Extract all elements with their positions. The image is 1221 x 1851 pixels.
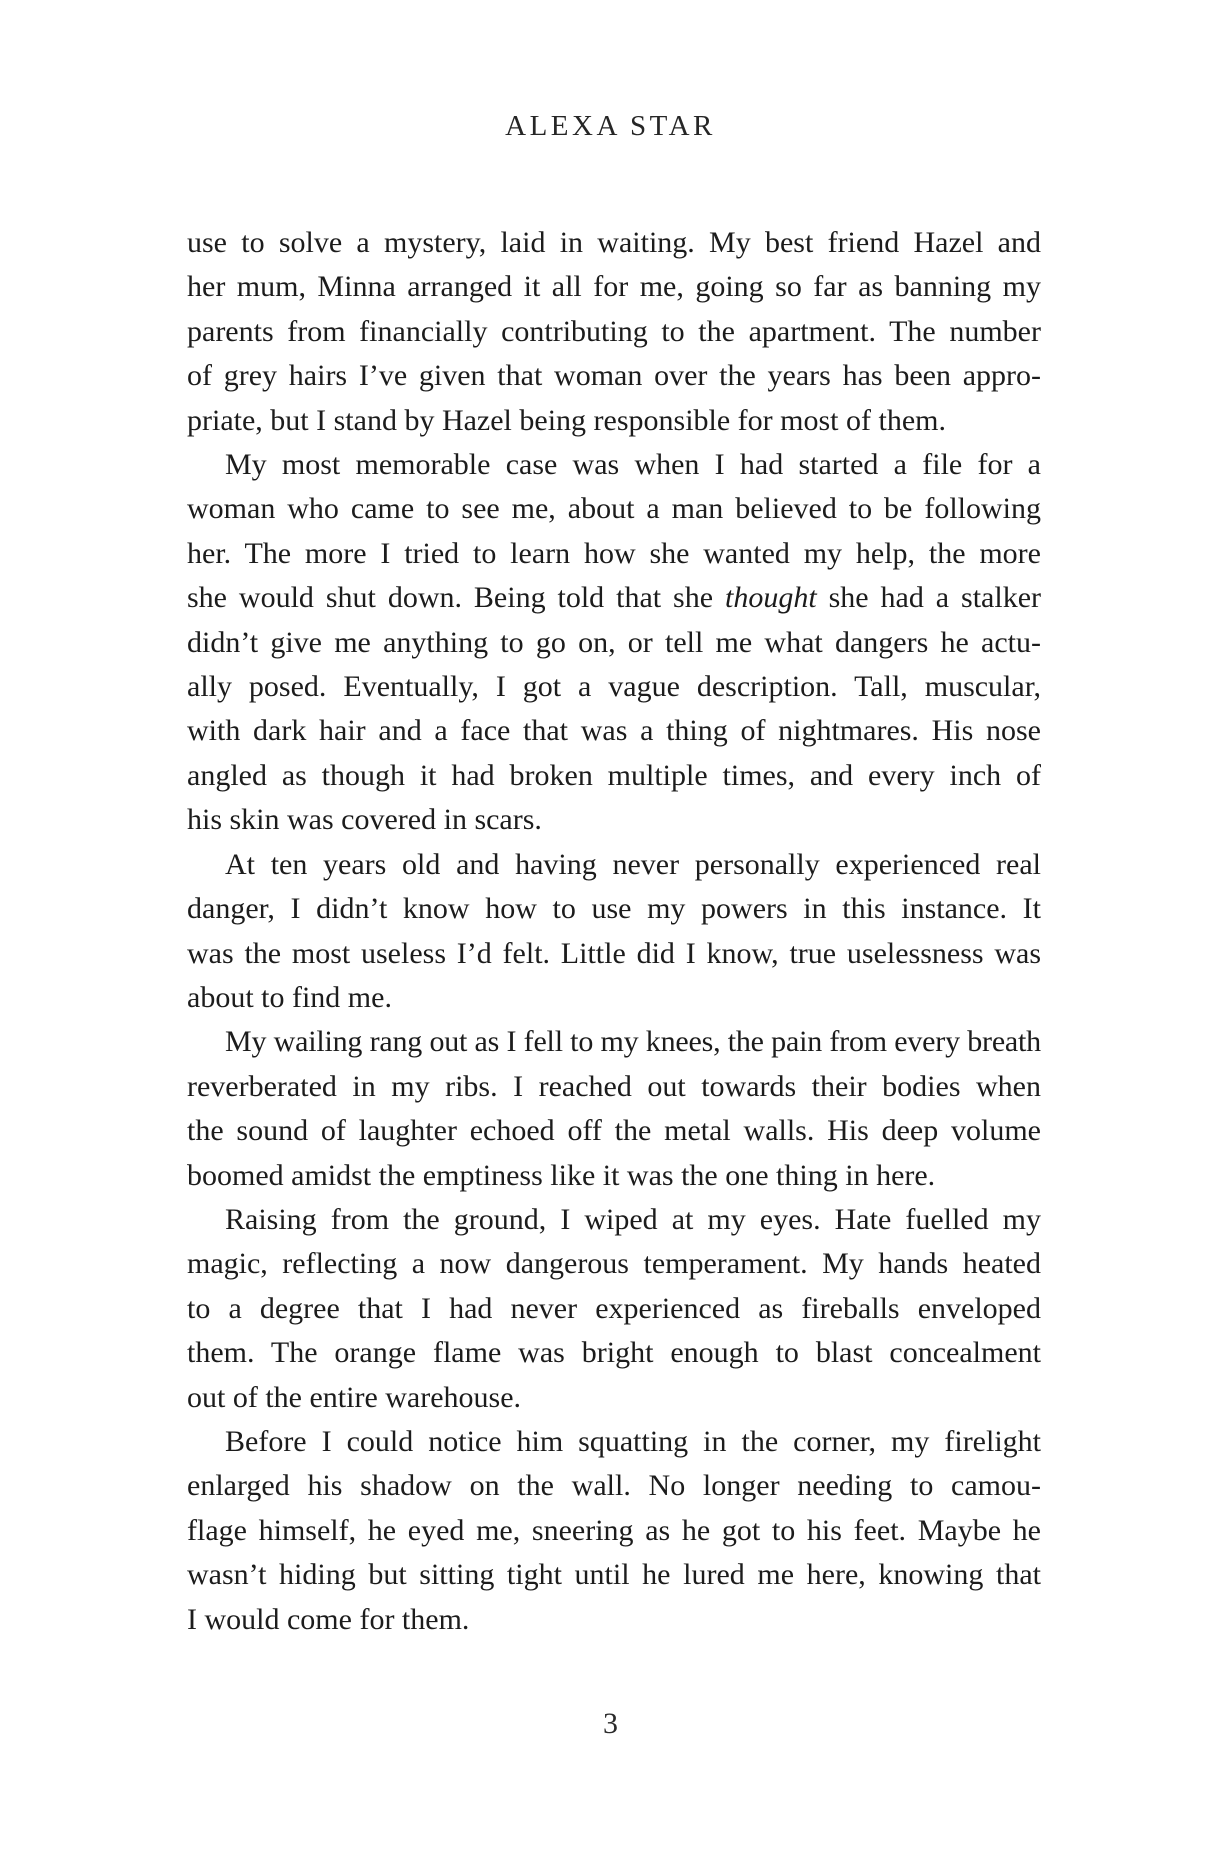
text-line: I would come for them.	[187, 1602, 470, 1636]
text-line: flage himself, he eyed me, sneering as he got to his feet. Maybe he	[187, 1513, 1041, 1547]
text-line: to a degree that I had never experienced as fireballs enveloped	[187, 1291, 1041, 1325]
text-line: his skin was covered in scars.	[187, 803, 542, 837]
text-line: parents from financially contributing to the apartment. The number	[187, 314, 1041, 348]
text-line: angled as though it had broken multiple times, and every inch of	[187, 758, 1041, 792]
paragraph	[187, 1198, 1041, 1420]
text-line: with dark hair and a face that was a thing of nightmares. His nose	[187, 714, 1041, 748]
text-line: she would shut down. Being told that she thought she had a stalker	[187, 581, 1041, 615]
text-line: Raising from the ground, I wiped at my eyes. Hate fuelled my	[225, 1202, 1041, 1236]
text-line: reverberated in my ribs. I reached out towards their bodies when	[187, 1069, 1041, 1103]
text-line: magic, reflecting a now dangerous temperament. My hands heated	[187, 1247, 1041, 1281]
paragraph	[187, 221, 1041, 443]
paragraph	[187, 1020, 1041, 1198]
text-line: boomed amidst the emptiness like it was the one thing in here.	[187, 1158, 936, 1192]
paragraph	[187, 443, 1041, 843]
text-line: the sound of laughter echoed off the metal walls. His deep volume	[187, 1114, 1041, 1148]
text-line: danger, I didn’t know how to use my powers in this instance. It	[187, 892, 1041, 926]
text-line: about to find me.	[187, 980, 392, 1014]
text-line: her. The more I tried to learn how she wanted my help, the more	[187, 536, 1041, 570]
paragraph	[187, 1420, 1041, 1642]
text-line: Before I could notice him squatting in the corner, my firelight	[225, 1424, 1041, 1458]
text-line: out of the entire warehouse.	[187, 1380, 522, 1414]
page-number: 3	[603, 1707, 618, 1740]
text-line: was the most useless I’d felt. Little did I know, true uselessness was	[187, 936, 1041, 970]
text-line: My most memorable case was when I had started a file for a	[225, 448, 1041, 482]
body-text	[187, 221, 1041, 1642]
text-line: enlarged his shadow on the wall. No longer needing to camou-	[187, 1469, 1041, 1503]
text-line: them. The orange flame was bright enough to blast concealment	[187, 1336, 1041, 1370]
text-line: her mum, Minna arranged it all for me, going so far as banning my	[187, 270, 1041, 304]
text-line: woman who came to see me, about a man believed to be following	[187, 492, 1041, 526]
text-line: My wailing rang out as I fell to my knees, the pain from every breath	[225, 1025, 1041, 1059]
running-header: ALEXA STAR	[505, 110, 716, 142]
text-line: At ten years old and having never personally experienced real	[225, 847, 1041, 881]
text-line: didn’t give me anything to go on, or tell me what dangers he actu-	[187, 625, 1041, 659]
text-line: use to solve a mystery, laid in waiting. My best friend Hazel and	[187, 226, 1041, 259]
text-line: wasn’t hiding but sitting tight until he lured me here, knowing that	[187, 1558, 1041, 1592]
text-line: of grey hairs I’ve given that woman over the years has been appro-	[187, 359, 1041, 393]
text-line: ally posed. Eventually, I got a vague description. Tall, muscular,	[187, 670, 1041, 704]
text-line: priate, but I stand by Hazel being responsible for most of them.	[187, 403, 946, 437]
paragraph	[187, 843, 1041, 1021]
